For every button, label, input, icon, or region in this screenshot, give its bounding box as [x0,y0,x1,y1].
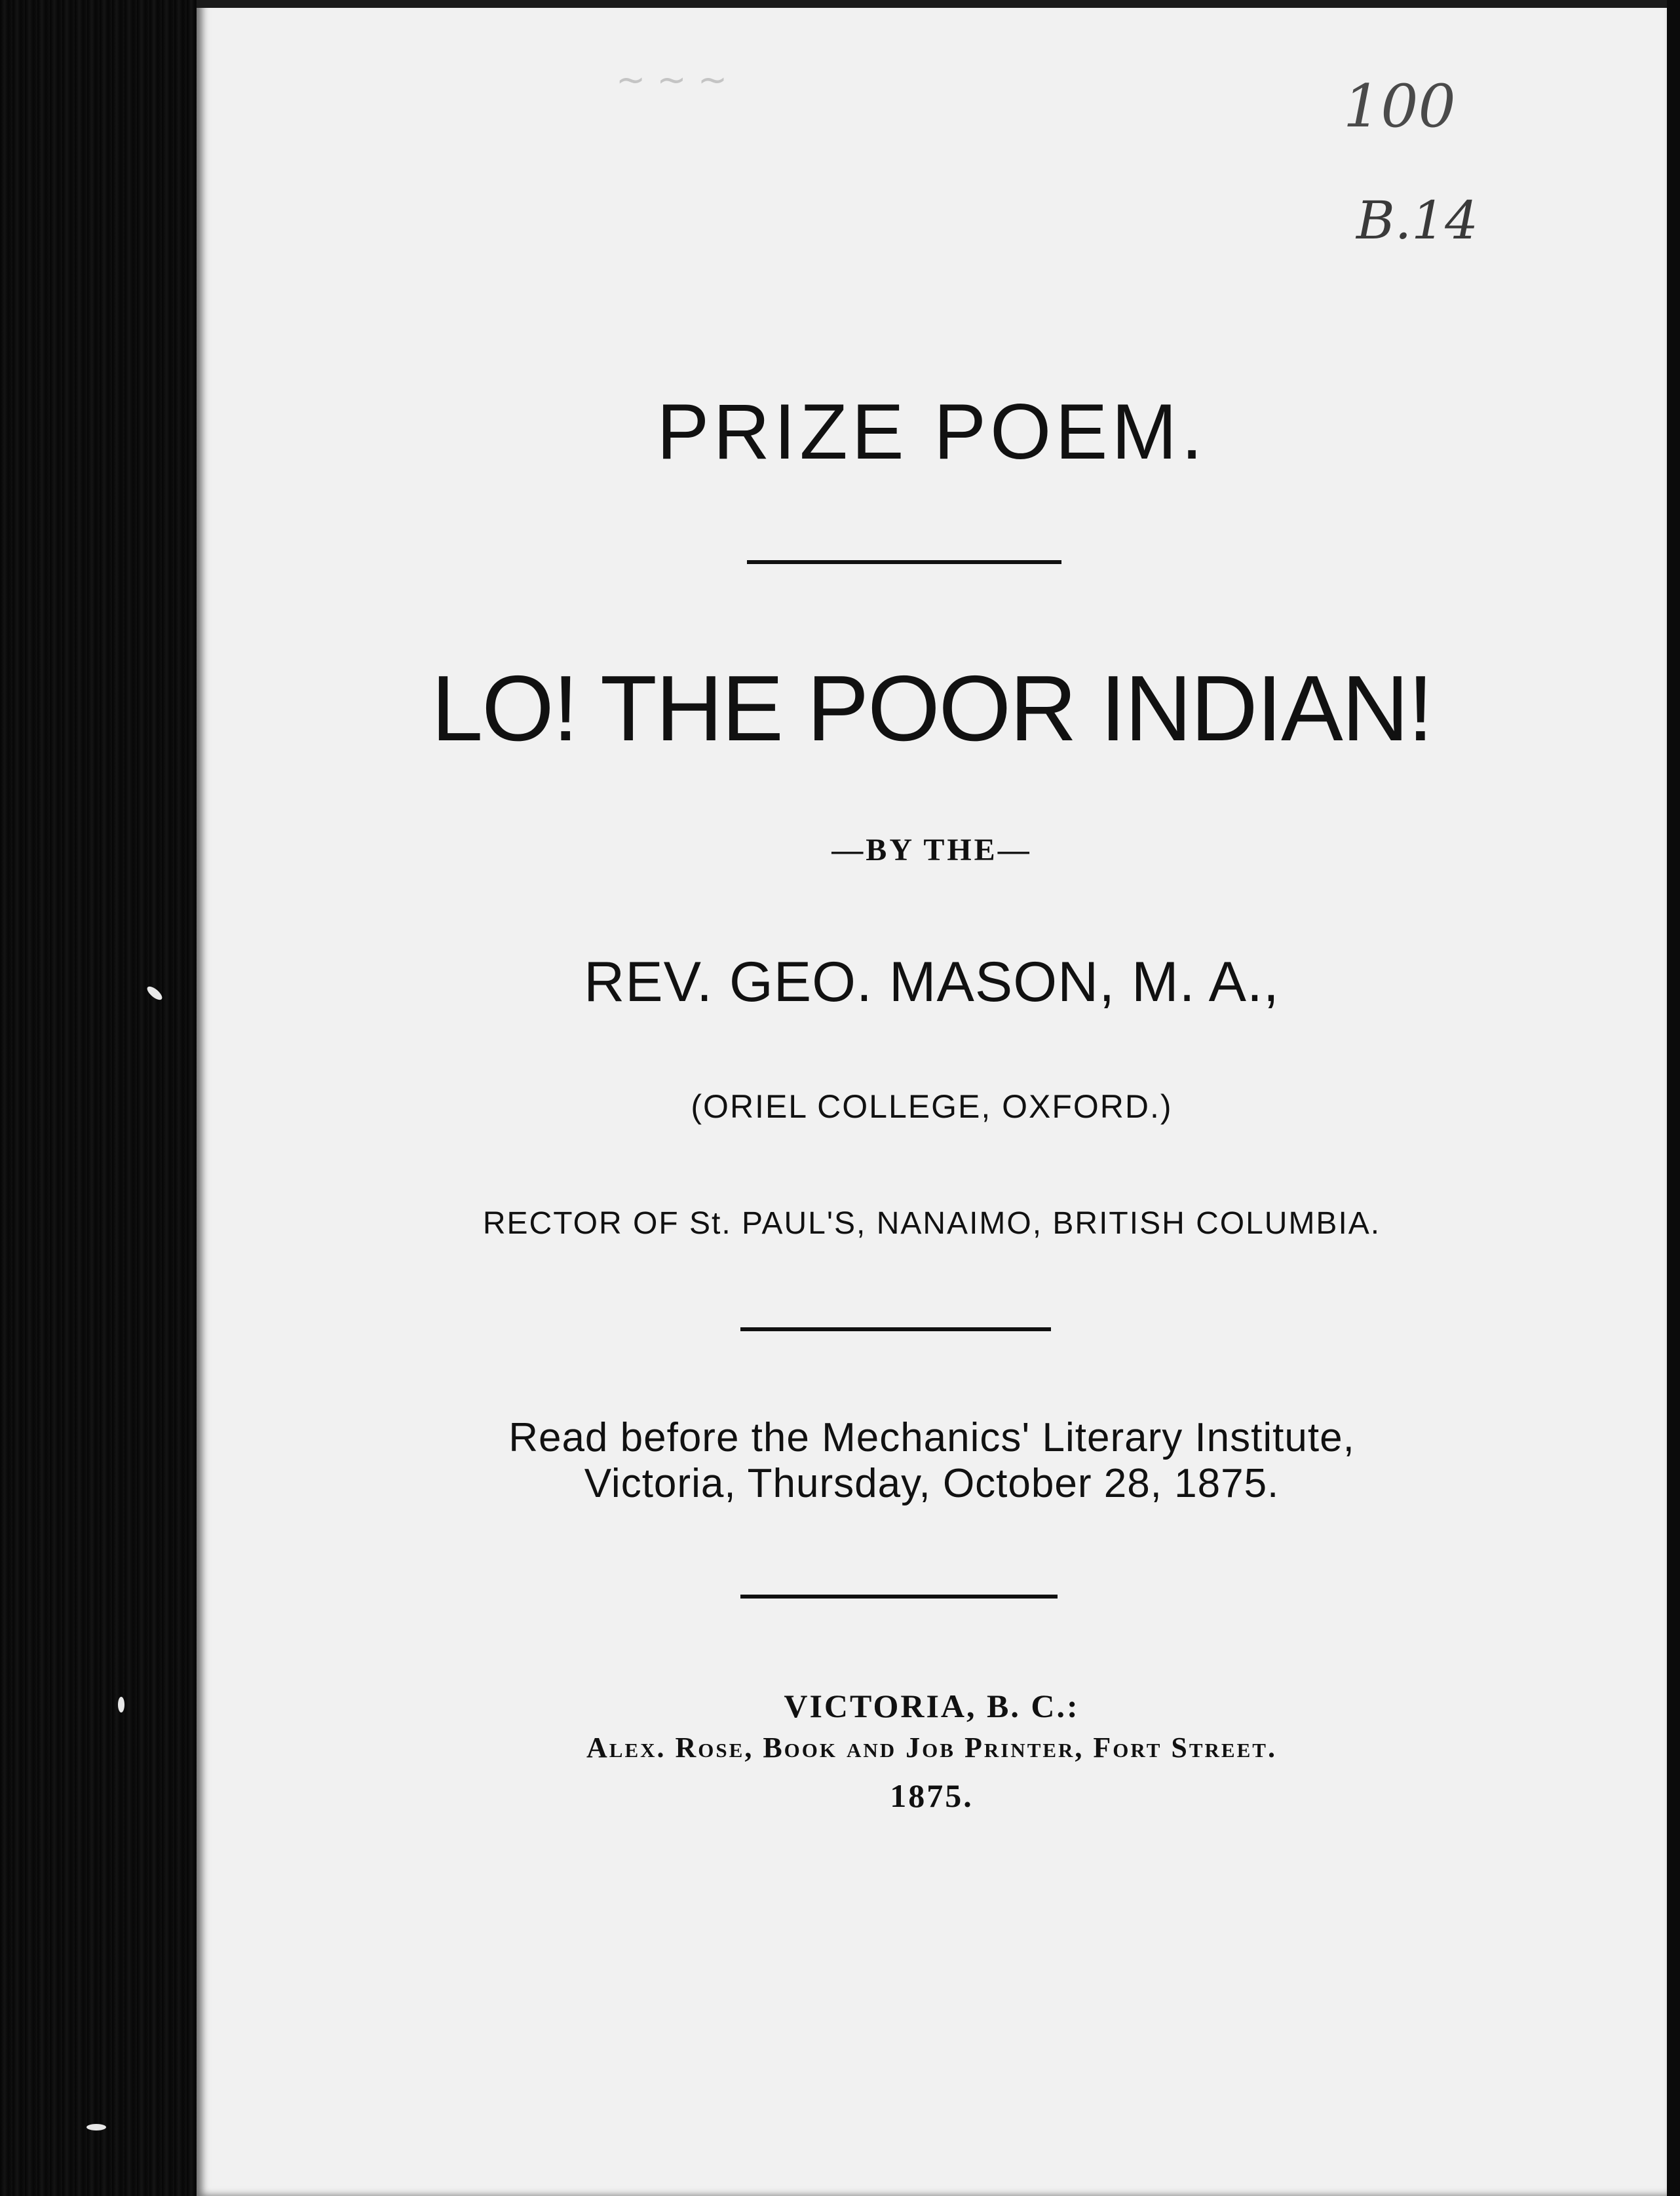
imprint-city: VICTORIA, B. C.: [784,1688,1080,1724]
poem-title: LO! THE POOR INDIAN! [431,656,1432,761]
imprint-printer: Alex. Rose, Book and Job Printer, Fort Street. [586,1732,1277,1764]
page-right-edge [1667,0,1680,2196]
reading-note-line: Victoria, Thursday, October 28, 1875. [584,1461,1280,1506]
book-binding [0,0,197,2196]
divider-rule [740,1327,1051,1331]
binding-speck [118,1697,124,1713]
binding-speck [86,2124,106,2130]
divider-rule [740,1595,1058,1599]
reading-note [197,1415,1667,1507]
handwritten-price: 100 [1343,72,1456,141]
reading-note-line: Read before the Mechanics' Literary Institute, [508,1415,1355,1460]
page-top-edge [197,0,1667,8]
divider-rule [747,560,1061,564]
pencil-annotation: ~ ~ ~ [616,59,728,100]
author-name: REV. GEO. MASON, M. A., [584,951,1280,1013]
byline: —BY THE— [831,833,1032,867]
author-position: RECTOR OF St. PAUL'S, NANAIMO, BRITISH COLUMBIA. [482,1206,1381,1241]
title-page [197,0,1667,2196]
author-college: (ORIEL COLLEGE, OXFORD.) [691,1088,1173,1125]
handwritten-catalog-code: B.14 [1356,190,1479,251]
prize-heading: PRIZE POEM. [657,388,1207,476]
imprint-year: 1875. [890,1777,974,1814]
